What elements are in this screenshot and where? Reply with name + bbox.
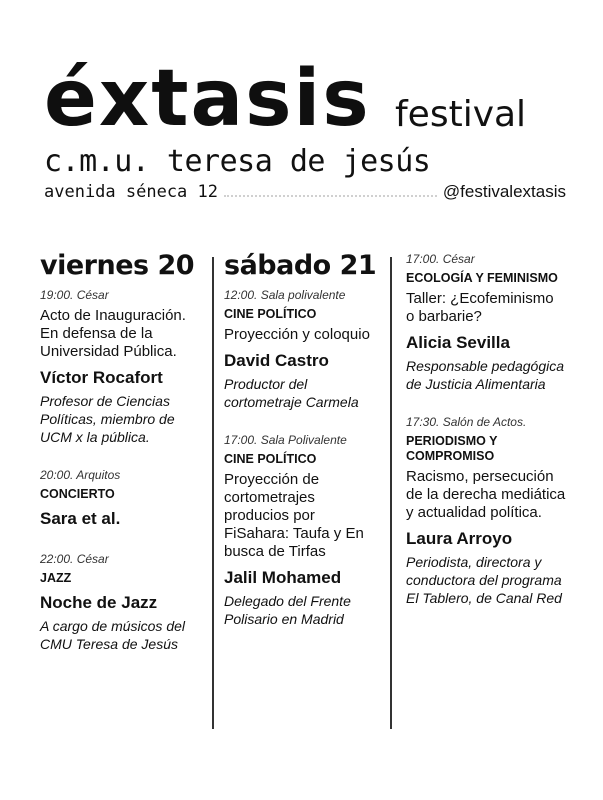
event-time: 17:00. César [406, 252, 475, 266]
event-description: Proyección de cortometrajes producios por FiSahara: Taufa y En busca de Tirfas [224, 471, 364, 560]
event-time: 17:30. Salón de Actos. [406, 415, 527, 429]
event-item [40, 468, 202, 530]
dotted-leader [224, 195, 437, 197]
social-handle: @festivalextasis [442, 182, 566, 201]
event-category: CONCIERTO [40, 487, 115, 501]
event-time: 20:00. Arquitos [40, 468, 121, 482]
event-item [224, 288, 380, 411]
event-description: Acto de Inauguración. En defensa de la Universidad Pública. [40, 307, 186, 360]
event-time: 19:00. César [40, 288, 109, 302]
event-item [406, 252, 566, 393]
event-time: 12:00. Sala polivalente [224, 288, 346, 302]
event-description: Proyección y coloquio [224, 326, 370, 343]
event-category: ECOLOGÍA Y FEMINISMO [406, 271, 558, 285]
festival-word: festival [395, 94, 527, 135]
event-category: JAZZ [40, 571, 72, 585]
event-time: 17:00. Sala Polivalente [224, 433, 347, 447]
day-column-continued [406, 252, 566, 619]
event-speaker-role: Responsable pedagógica de Justicia Alimentaria [406, 358, 565, 392]
event-speaker: Jalil Mohamed [224, 568, 342, 587]
address-row [44, 180, 566, 204]
event-speaker-role: Delegado del Frente Polisario en Madrid [224, 593, 351, 627]
event-speaker: Víctor Rocafort [40, 368, 163, 387]
event-speaker: David Castro [224, 351, 329, 370]
event-speaker: Sara et al. [40, 509, 121, 528]
column-divider-2 [390, 257, 392, 729]
event-speaker: Laura Arroyo [406, 529, 513, 548]
event-category: PERIODISMO Y COMPROMISO [406, 434, 498, 463]
event-description: Taller: ¿Ecofeminismo o barbarie? [406, 290, 554, 325]
event-description: Racismo, persecución de la derecha mediática y actualidad política. [406, 468, 566, 521]
day-column-viernes [40, 250, 202, 665]
event-speaker-role: A cargo de músicos del CMU Teresa de Jesús [40, 618, 185, 652]
venue-name: c.m.u. teresa de jesús [44, 144, 431, 179]
day-title: viernes 20 [40, 250, 195, 281]
event-speaker: Noche de Jazz [40, 593, 158, 612]
event-category: CINE POLÍTICO [224, 452, 317, 466]
event-speaker: Alicia Sevilla [406, 333, 510, 352]
event-speaker-role: Periodista, directora y conductora del programa El Tablero, de Canal Red [406, 554, 562, 606]
event-speaker-role: Productor del cortometraje Carmela [224, 376, 359, 410]
festival-logo: éxtasis [44, 54, 371, 144]
column-divider-1 [212, 257, 214, 729]
day-title: sábado 21 [224, 250, 377, 281]
event-item [406, 415, 566, 607]
event-category: CINE POLÍTICO [224, 307, 317, 321]
day-column-sabado [224, 250, 380, 640]
event-item [40, 552, 202, 653]
event-speaker-role: Profesor de Ciencias Políticas, miembro de UCM x la pública. [40, 393, 175, 445]
event-item [40, 288, 202, 446]
event-time: 22:00. César [40, 552, 109, 566]
event-item [224, 433, 380, 628]
venue-address: avenida séneca 12 [44, 182, 218, 202]
